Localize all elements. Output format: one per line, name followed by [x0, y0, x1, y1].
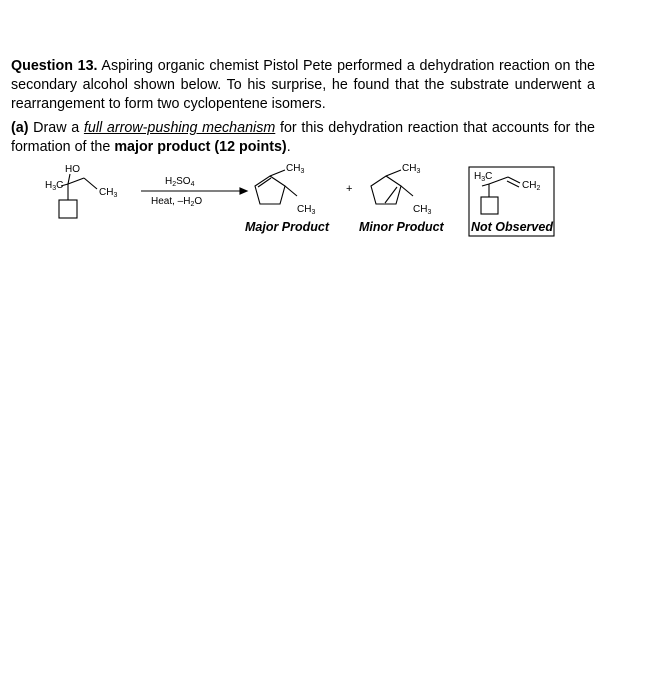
question-number: Question 13. — [11, 58, 98, 74]
methyl-label: $CH_3$ — [402, 163, 421, 175]
bond — [482, 184, 489, 186]
major-product-points: major product (12 points) — [114, 139, 287, 155]
hydroxyl-label: HO — [65, 164, 80, 175]
methyl-right-label: $CH_3$ — [99, 187, 118, 199]
part-a-text: Draw a — [28, 120, 84, 136]
part-a-label: (a) — [11, 120, 29, 136]
methyl-label: $H_3C$ — [474, 171, 493, 183]
minor-product-structure — [371, 170, 413, 204]
methyl-label: $CH_3$ — [297, 204, 316, 216]
not-observed-label: Not Observed — [471, 220, 553, 234]
bond — [401, 186, 413, 196]
part-a-period: . — [286, 139, 291, 155]
cyclopentene-ring — [255, 176, 285, 204]
bond — [68, 174, 70, 184]
major-product-label: Major Product — [245, 220, 330, 234]
methylene-label: $CH_2$ — [522, 180, 541, 192]
cyclobutane-ring — [481, 197, 498, 214]
mechanism-emphasis: full arrow-pushing mechanism — [83, 120, 276, 136]
plus-sign: + — [346, 183, 353, 195]
bond — [270, 170, 285, 176]
question-intro: Aspiring organic chemist Pistol Pete performed a dehydration reaction on the secondary alcohol shown below. To his surprise, he found that the substrate underwent a rearrangement to form two cyclopentene isomers. — [11, 58, 595, 112]
not-observed-structure — [481, 177, 520, 214]
conditions-label: Heat, $-H_2O$ — [151, 196, 203, 208]
major-product-structure — [255, 170, 297, 204]
bond — [84, 178, 97, 189]
methyl-label: $CH_3$ — [413, 204, 432, 216]
arrowhead — [240, 188, 247, 194]
bond — [386, 170, 401, 176]
acid-reagent: $H_2SO_4$ — [165, 176, 195, 188]
part-a-text-middle: for this dehydration reaction that accounts for the formation of the — [11, 120, 596, 155]
bond — [285, 186, 297, 196]
methyl-label: $CH_3$ — [286, 163, 305, 175]
methyl-left-label: $H_3C$ — [45, 180, 64, 192]
reactant-structure — [59, 174, 97, 218]
cyclobutane-ring — [59, 200, 77, 218]
minor-product-label: Minor Product — [359, 220, 444, 234]
bond — [68, 178, 84, 184]
double-bond — [385, 187, 397, 203]
cyclopentene-ring — [371, 176, 401, 204]
